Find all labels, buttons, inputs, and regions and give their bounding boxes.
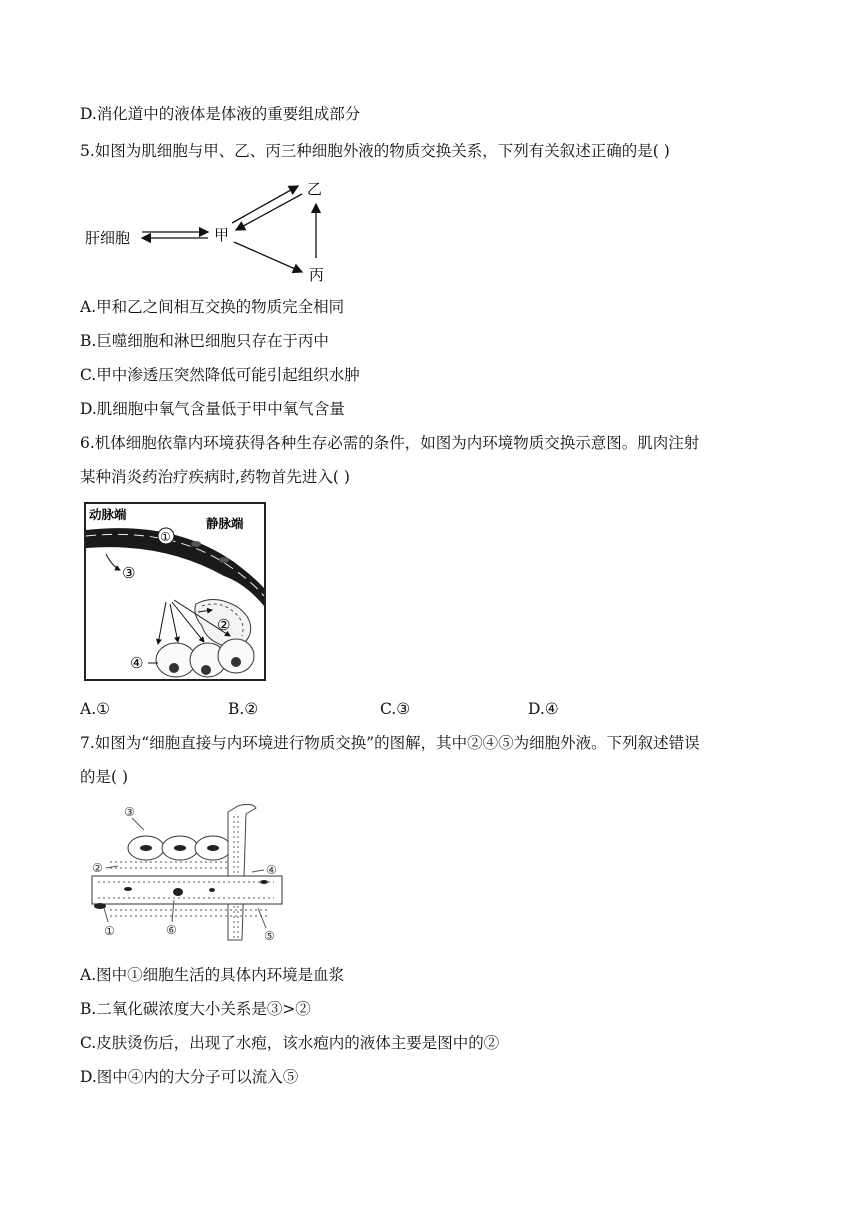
yi-label: 乙: [307, 180, 323, 198]
q6-figure: [84, 502, 266, 682]
q7-stem-line-1: 7.如图为“细胞直接与内环境进行物质交换”的图解，其中②④⑤为细胞外液。下列叙述错误: [80, 734, 700, 752]
q6-option-c: C.③: [380, 700, 411, 718]
fig7-label-5: ⑤: [264, 929, 275, 943]
fig7-label-1: ①: [104, 924, 115, 938]
q4-option-d: D.消化道中的液体是体液的重要组成部分: [80, 105, 361, 123]
q5-option-b: B.巨噬细胞和淋巴细胞只存在于丙中: [80, 332, 329, 350]
q5-figure: [80, 176, 340, 286]
fig6-label-2: ②: [217, 616, 231, 634]
fig6-label-4: ④: [130, 654, 144, 672]
q7-option-d: D.图中④内的大分子可以流入⑤: [80, 1068, 299, 1086]
q6-option-b: B.②: [228, 700, 259, 718]
q6-stem-line-2: 某种消炎药治疗疾病时,药物首先进入( ): [80, 468, 350, 486]
fig6-label-3: ③: [122, 564, 136, 582]
q5-option-a: A.甲和乙之间相互交换的物质完全相同: [80, 298, 345, 316]
fig7-label-3: ③: [124, 805, 135, 819]
q7-option-b: B.二氧化碳浓度大小关系是③>②: [80, 1000, 311, 1018]
jia-label: 甲: [214, 226, 230, 244]
q5-stem: 5.如图为肌细胞与甲、乙、丙三种细胞外液的物质交换关系，下列有关叙述正确的是( ): [80, 142, 670, 160]
fig7-label-4: ④: [266, 863, 277, 877]
q6-option-d: D.④: [528, 700, 559, 718]
bing-label: 丙: [309, 266, 325, 284]
q7-option-c: C.皮肤烫伤后，出现了水疱，该水疱内的液体主要是图中的②: [80, 1034, 500, 1052]
q7-stem-line-2: 的是( ): [80, 768, 129, 786]
q7-option-a: A.图中①细胞生活的具体内环境是血浆: [80, 966, 345, 984]
fig7-label-6: ⑥: [166, 923, 177, 937]
q5-option-d: D.肌细胞中氧气含量低于甲中氧气含量: [80, 400, 345, 418]
q5-option-c: C.甲中渗透压突然降低可能引起组织水肿: [80, 366, 360, 384]
q6-stem-line-1: 6.机体细胞依靠内环境获得各种生存必需的条件，如图为内环境物质交换示意图。肌肉注射: [80, 434, 700, 452]
q6-option-a: A.①: [80, 700, 111, 718]
liver-cell-label: 肝细胞: [85, 229, 131, 247]
vein-end-label: 静脉端: [206, 516, 244, 531]
fig7-label-2: ②: [92, 861, 103, 875]
artery-end-label: 动脉端: [89, 507, 127, 522]
q7-figure: [88, 800, 288, 946]
fig6-label-1: ①: [160, 530, 171, 544]
